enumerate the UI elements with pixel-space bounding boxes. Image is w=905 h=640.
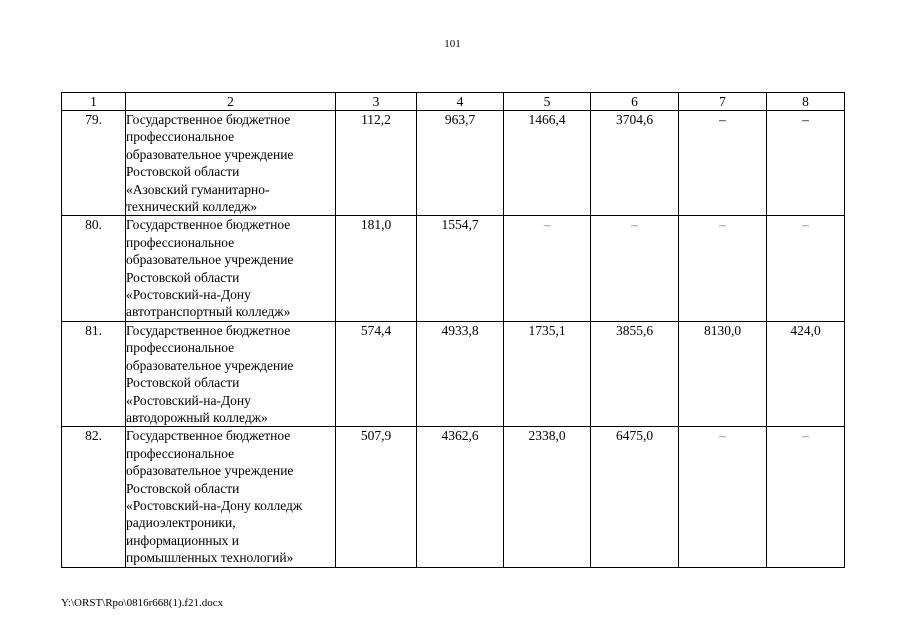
name-line: профессиональное [126, 129, 235, 145]
column-header: 5 [504, 93, 591, 111]
value-cell: – [591, 216, 679, 321]
value-cell: 507,9 [336, 427, 417, 567]
row-number: 80. [62, 216, 126, 321]
value-cell: 1466,4 [504, 111, 591, 216]
name-line: технический колледж» [126, 199, 258, 215]
name-line: промышленных технологий» [126, 550, 294, 566]
value-cell: – [679, 216, 767, 321]
value-cell: – [767, 111, 845, 216]
name-line: образовательное учреждение [126, 357, 294, 373]
institution-name [126, 321, 336, 426]
table-row [62, 216, 845, 321]
name-line: «Ростовский-на-Дону [126, 392, 251, 408]
row-number: 81. [62, 321, 126, 426]
column-header: 7 [679, 93, 767, 111]
institution-name [126, 111, 336, 216]
value-cell: – [767, 216, 845, 321]
value-cell: – [767, 427, 845, 567]
column-header: 1 [62, 93, 126, 111]
value-cell: – [679, 111, 767, 216]
column-header: 2 [126, 93, 336, 111]
table-row [62, 321, 845, 426]
name-line: Государственное бюджетное [126, 428, 291, 444]
value-cell: 574,4 [336, 321, 417, 426]
name-line: образовательное учреждение [126, 252, 294, 268]
name-line: профессиональное [126, 234, 235, 250]
column-header: 6 [591, 93, 679, 111]
name-line: «Азовский гуманитарно- [126, 181, 270, 197]
institution-name [126, 216, 336, 321]
table-row [62, 111, 845, 216]
header-row [62, 93, 845, 111]
row-number: 79. [62, 111, 126, 216]
name-line: Государственное бюджетное [126, 322, 291, 338]
page-number: 101 [444, 38, 461, 50]
name-line: образовательное учреждение [126, 146, 294, 162]
name-line: автодорожный колледж» [126, 409, 268, 425]
name-line: профессиональное [126, 340, 235, 356]
institution-name [126, 427, 336, 567]
value-cell: 4362,6 [417, 427, 504, 567]
value-cell: 3855,6 [591, 321, 679, 426]
name-line: Ростовской области [126, 164, 240, 180]
value-cell: – [679, 427, 767, 567]
name-line: профессиональное [126, 445, 235, 461]
value-cell: 2338,0 [504, 427, 591, 567]
value-cell: 112,2 [336, 111, 417, 216]
value-cell: 181,0 [336, 216, 417, 321]
table-header [62, 93, 845, 111]
name-line: Государственное бюджетное [126, 217, 291, 233]
name-line: Ростовской области [126, 269, 240, 285]
name-line: Ростовской области [126, 375, 240, 391]
name-line: «Ростовский-на-Дону колледж [126, 497, 303, 513]
value-cell: 424,0 [767, 321, 845, 426]
row-number: 82. [62, 427, 126, 567]
value-cell: 4933,8 [417, 321, 504, 426]
name-line: информационных и [126, 532, 240, 548]
column-header: 4 [417, 93, 504, 111]
value-cell: 1735,1 [504, 321, 591, 426]
value-cell: 963,7 [417, 111, 504, 216]
data-table [61, 92, 845, 568]
value-cell: 1554,7 [417, 216, 504, 321]
value-cell: – [504, 216, 591, 321]
table-row [62, 427, 845, 567]
name-line: «Ростовский-на-Дону [126, 287, 251, 303]
name-line: радиоэлектроники, [126, 515, 236, 531]
column-header: 8 [767, 93, 845, 111]
name-line: автотранспортный колледж» [126, 304, 291, 320]
value-cell: 6475,0 [591, 427, 679, 567]
name-line: образовательное учреждение [126, 463, 294, 479]
column-header: 3 [336, 93, 417, 111]
name-line: Государственное бюджетное [126, 112, 291, 127]
file-path-footer: Y:\ORST\Rpo\0816r668(1).f21.docx [61, 597, 224, 609]
name-line: Ростовской области [126, 480, 240, 496]
value-cell: 8130,0 [679, 321, 767, 426]
value-cell: 3704,6 [591, 111, 679, 216]
